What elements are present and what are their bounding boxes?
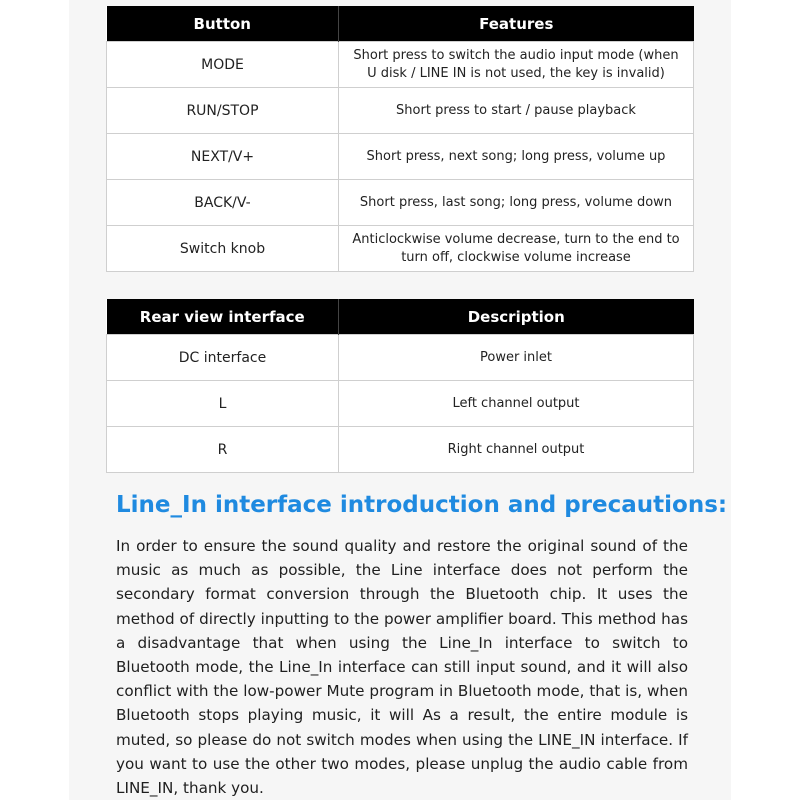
column-header-button: Button — [107, 6, 339, 42]
feature-cell: Short press, next song; long press, volume up — [339, 134, 694, 180]
description-cell: Power inlet — [339, 335, 694, 381]
button-name-cell: NEXT/V+ — [107, 134, 339, 180]
table-header-row — [107, 299, 694, 335]
button-name-cell: MODE — [107, 42, 339, 88]
line-in-description: In order to ensure the sound quality and restore the original sound of the music as much as possible, the Line interface does not perform the secondary format conversion through the Bluetooth chip. It uses the method of directly inputting to the power amplifier board. This method has a disadvantage that when using the Line_In interface to switch to Bluetooth mode, the Line_In interface can still input sound, and it will also conflict with the low-power Mute program in Bluetooth mode, that is, when Bluetooth stops playing music, it will As a result, the entire module is muted, so please do not switch modes when using the LINE_IN interface. If you want to use the other two modes, please unplug the audio cable from LINE_IN, thank you. — [116, 537, 688, 798]
interface-name-cell: R — [107, 427, 339, 473]
table-row — [107, 381, 694, 427]
table-row — [107, 88, 694, 134]
column-header-features: Features — [339, 6, 694, 42]
feature-cell: Anticlockwise volume decrease, turn to the end to turn off, clockwise volume increase — [339, 226, 694, 272]
table-row — [107, 427, 694, 473]
interface-name-cell: L — [107, 381, 339, 427]
description-cell: Right channel output — [339, 427, 694, 473]
description-cell: Left channel output — [339, 381, 694, 427]
buttons-table — [106, 6, 694, 272]
table-row — [107, 180, 694, 226]
table-header-row — [107, 6, 694, 42]
button-name-cell: BACK/V- — [107, 180, 339, 226]
button-name-cell: Switch knob — [107, 226, 339, 272]
table-row — [107, 226, 694, 272]
rear-interface-table — [106, 299, 694, 473]
line-in-heading: Line_In interface introduction and precautions: — [116, 492, 728, 518]
interface-name-cell: DC interface — [107, 335, 339, 381]
feature-cell: Short press to start / pause playback — [339, 88, 694, 134]
table-row — [107, 335, 694, 381]
button-name-cell: RUN/STOP — [107, 88, 339, 134]
column-header-rear-view-interface: Rear view interface — [107, 299, 339, 335]
feature-cell: Short press to switch the audio input mode (when U disk / LINE IN is not used, the key is invalid) — [339, 42, 694, 88]
feature-cell: Short press, last song; long press, volume down — [339, 180, 694, 226]
table-row — [107, 134, 694, 180]
table-row — [107, 42, 694, 88]
column-header-description: Description — [339, 299, 694, 335]
